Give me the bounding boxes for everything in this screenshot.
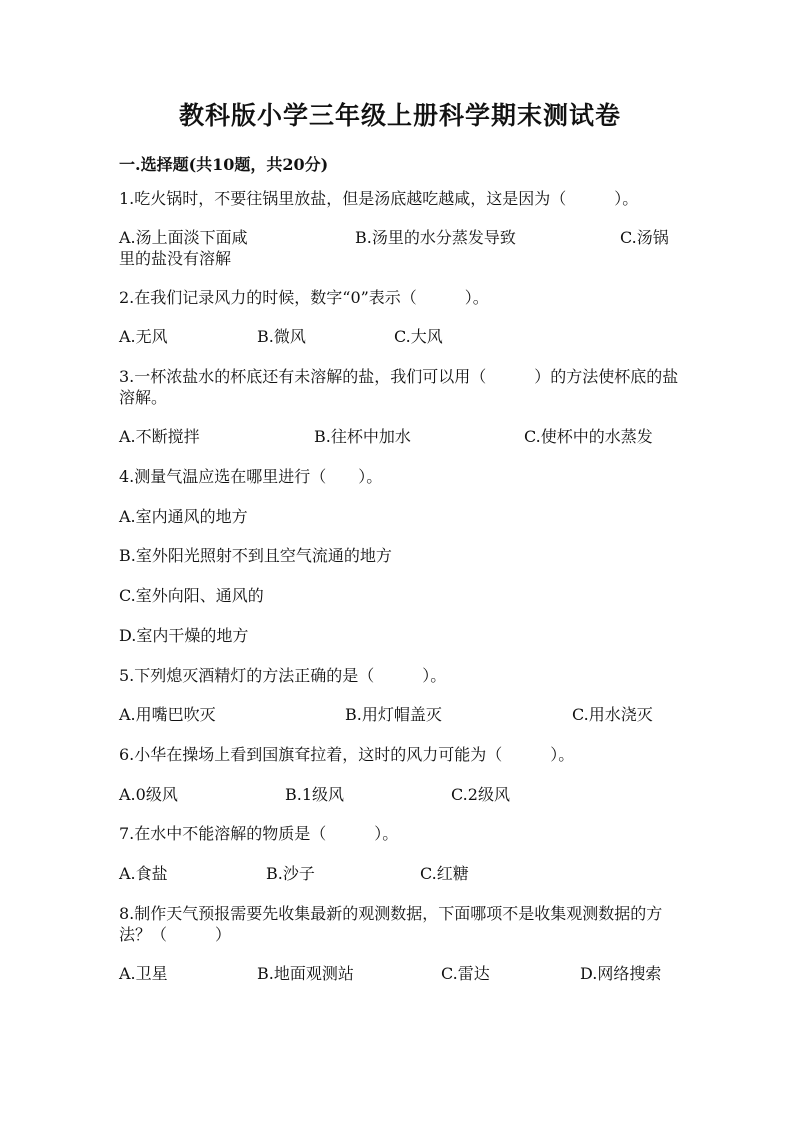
question-7-option-c: C.红糖 [420,864,469,883]
question-1-option-b: B.汤里的水分蒸发导致 [355,228,516,247]
question-7-text: 7.在水中不能溶解的物质是（ ）。 [119,824,399,843]
question-7-option-b: B.沙子 [266,864,315,883]
question-8-option-b: B.地面观测站 [257,964,354,983]
question-4-option-a: A.室内通风的地方 [119,507,248,526]
question-5-option-a: A.用嘴巴吹灭 [119,705,216,724]
question-1-option-a: A.汤上面淡下面咸 [119,228,248,247]
question-5-option-b: B.用灯帽盖灭 [345,705,442,724]
question-7-option-a: A.食盐 [119,864,168,883]
question-1-text: 1.吃火锅时，不要往锅里放盐，但是汤底越吃越咸，这是因为（ ）。 [119,189,639,208]
question-2-option-c: C.大风 [394,327,443,346]
question-8-text-continued: 法？（ ） [119,925,232,944]
question-3-option-a: A.不断搅拌 [119,427,200,446]
question-4-option-c: C.室外向阳、通风的 [119,586,264,605]
question-5-option-c: C.用水浇灭 [572,705,653,724]
question-6-option-c: C.2级风 [451,785,510,804]
question-3-text: 3.一杯浓盐水的杯底还有未溶解的盐，我们可以用（ ）的方法使杯底的盐 [119,367,679,386]
page-title: 教科版小学三年级上册科学期末测试卷 [178,101,621,130]
question-4-option-d: D.室内干燥的地方 [119,626,249,645]
question-8-text: 8.制作天气预报需要先收集最新的观测数据，下面哪项不是收集观测数据的方 [119,904,663,923]
question-3-option-b: B.往杯中加水 [314,427,411,446]
question-6-option-b: B.1级风 [285,785,345,804]
question-4-option-b: B.室外阳光照射不到且空气流通的地方 [119,546,392,565]
question-8-option-a: A.卫星 [119,964,168,983]
question-2-text: 2.在我们记录风力的时候，数字“0”表示（ ）。 [119,288,489,307]
question-5-text: 5.下列熄灭酒精灯的方法正确的是（ ）。 [119,666,447,685]
section-heading: 一.选择题(共10题，共20分) [119,155,329,174]
question-1-option-c-continued: 里的盐没有溶解 [119,249,232,268]
question-8-option-d: D.网络搜索 [580,964,662,983]
question-2-option-b: B.微风 [257,327,306,346]
question-2-option-a: A.无风 [119,327,168,346]
question-3-option-c: C.使杯中的水蒸发 [524,427,653,446]
question-8-option-c: C.雷达 [441,964,490,983]
question-6-text: 6.小华在操场上看到国旗耷拉着，这时的风力可能为（ ）。 [119,745,575,764]
question-3-text-continued: 溶解。 [119,388,168,407]
question-6-option-a: A.0级风 [119,785,178,804]
question-4-text: 4.测量气温应选在哪里进行（ ）。 [119,467,383,486]
question-1-option-c: C.汤锅 [620,228,669,247]
